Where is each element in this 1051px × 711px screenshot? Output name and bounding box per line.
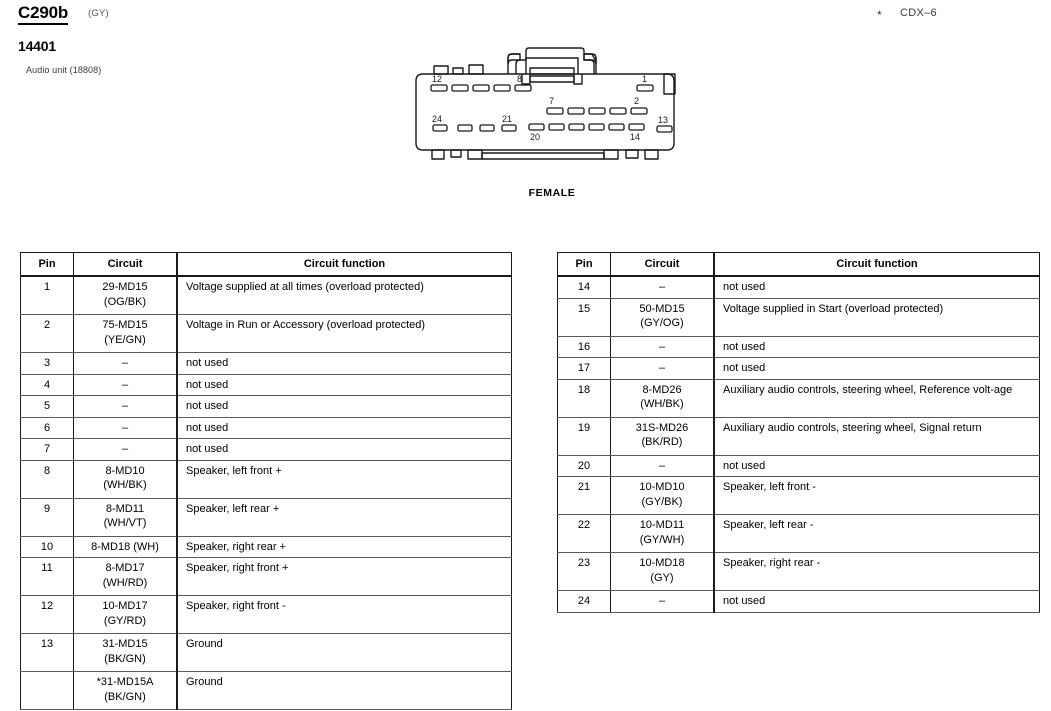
cell-function [714,336,1040,358]
circuit-code: – [121,357,129,369]
circuit-code: – [658,340,666,353]
pin-label-21: 21 [502,114,513,124]
circuit-function-text: Voltage in Run or Accessory (overload protected) [186,319,426,331]
pin-number: 13 [40,638,54,650]
pin-number: 12 [40,600,54,612]
cell-circuit [74,439,178,461]
pin-number: 17 [577,362,591,374]
circuit-code: 31S-MD26 (BK/RD) [611,418,713,455]
circuit-function-text: Ground [186,638,223,650]
pin-number: 16 [577,340,591,353]
pin-label-24: 24 [432,114,443,124]
circuit-function-text: not used [723,459,766,472]
circuit-code: – [658,281,666,293]
pin-number: 14 [577,281,591,293]
pin-number: 23 [577,557,591,569]
circuit-code: 10-MD10 (GY/BK) [611,477,713,514]
cell-pin [558,477,611,515]
pin-number: 20 [577,459,591,472]
cell-function [177,460,512,498]
cell-pin [21,353,74,375]
cell-circuit [611,553,715,591]
cell-function [714,553,1040,591]
cell-pin [21,315,74,353]
circuit-code: – [658,595,666,607]
cell-function [177,558,512,596]
circuit-code: 10-MD17 (GY/RD) [74,596,176,633]
component-name: Audio unit (18808) [26,65,102,75]
column-header-circuit: Circuit [74,253,178,277]
pin-number [21,672,73,709]
table-row [21,276,512,315]
circuit-code: – [658,459,666,472]
table-row [558,336,1040,358]
circuit-function-text: Speaker, left rear + [186,502,280,515]
cell-pin [21,672,74,710]
table-row [21,439,512,461]
circuit-wire-color: (BK/GN) [104,652,146,665]
circuit-code: *31-MD15A (BK/GN) [74,672,176,709]
cell-function [177,498,512,536]
circuit-code: 8-MD11 (WH/VT) [74,499,176,536]
cell-pin [558,515,611,553]
cell-circuit [74,536,178,558]
connector-gender-label: FEMALE [528,187,576,199]
cell-pin [21,634,74,672]
part-number: 14401 [18,38,56,54]
table-row [21,460,512,498]
circuit-function-text: Speaker, right rear + [186,540,286,553]
table-row [558,298,1040,336]
cell-circuit [74,460,178,498]
circuit-wire-color: (GY/WH) [639,533,685,546]
cavity-slots-row-20-14 [529,124,644,130]
circuit-function-text: Speaker, right rear - [723,557,821,569]
cell-pin [558,591,611,613]
pin-number: 10 [40,540,54,553]
circuit-wire-color: (OG/BK) [103,295,147,308]
circuit-wire-color: (WH/VT) [103,517,147,529]
circuit-function-text: not used [723,340,766,353]
table-row [21,558,512,596]
table-row [558,591,1040,613]
table-row [21,353,512,375]
table-row [21,374,512,396]
circuit-function-text: not used [186,400,229,412]
cavity-slots-row-7-2 [547,108,647,114]
circuit-wire-color: (WH/RD) [102,576,148,589]
cell-circuit [611,379,715,417]
circuit-code: 8-MD17 (WH/RD) [74,558,176,595]
cell-function [177,536,512,558]
pin-number: 9 [43,502,51,515]
cell-function [177,439,512,461]
cell-function [177,374,512,396]
pin-number: 11 [41,562,53,574]
pin-number: 4 [43,378,51,391]
pin-number: 18 [577,383,591,396]
pin-number: 5 [43,400,51,412]
pin-label-2: 2 [634,96,640,106]
pin-number: 7 [43,443,51,455]
cell-function [714,477,1040,515]
cell-pin [21,276,74,315]
cell-function [177,417,512,439]
table-row [558,379,1040,417]
cell-function [714,515,1040,553]
circuit-wire-color: (YE/GN) [104,333,146,346]
circuit-function-text: Auxiliary audio controls, steering wheel, Signal return [723,421,982,434]
table-header-row [21,253,512,277]
cell-circuit [74,417,178,439]
cell-circuit [74,276,178,315]
cell-function [714,591,1040,613]
circuit-code: 10-MD18 (GY) [611,553,713,590]
pin-number: 3 [43,357,51,369]
column-header-pin: Pin [21,253,74,277]
pin-label-12: 12 [432,74,443,84]
table-header-row [558,253,1040,277]
pin-label-8: 8 [517,74,523,84]
cell-function [177,396,512,418]
cell-function [177,315,512,353]
cell-pin [558,455,611,477]
cell-function [714,276,1040,298]
cell-pin [21,596,74,634]
pin-label-1: 1 [642,74,648,84]
cell-circuit [611,417,715,455]
cavity-slots-upper-left [431,85,531,91]
circuit-function-text: not used [186,378,229,391]
cell-function [714,298,1040,336]
pin-number: 22 [577,519,591,531]
column-header-function: Circuit function [714,253,1040,277]
circuit-function-text: not used [186,443,229,455]
circuit-function-text: Auxiliary audio controls, steering wheel, Reference volt-age [723,383,1013,396]
cell-function [177,596,512,634]
cell-circuit [74,498,178,536]
column-header-function: Circuit function [177,253,512,277]
table-row [558,477,1040,515]
cell-circuit [611,358,715,380]
cell-function [177,634,512,672]
connector-color-code: (GY) [88,8,109,19]
circuit-function-text: Speaker, left front + [186,464,282,477]
circuit-function-text: Speaker, left rear - [723,519,814,531]
cell-pin [21,460,74,498]
cell-pin [558,358,611,380]
cell-function [177,276,512,315]
cell-circuit [611,515,715,553]
cell-circuit [611,477,715,515]
circuit-code: 75-MD15 (YE/GN) [74,315,176,352]
cell-circuit [611,298,715,336]
cell-function [177,353,512,375]
circuit-wire-color: (WH/BK) [640,398,684,410]
cell-pin [21,536,74,558]
circuit-function-text: not used [723,595,766,607]
circuit-code: – [658,362,666,374]
cell-circuit [611,455,715,477]
pin-number: 8 [43,464,51,477]
cell-pin [558,553,611,591]
circuit-function-text: not used [723,362,766,374]
table-row [558,417,1040,455]
circuit-function-text: not used [723,281,766,293]
circuit-code: – [121,443,129,455]
cell-circuit [74,672,178,710]
cell-pin [558,276,611,298]
circuit-code: 8-MD18 (WH) [91,540,159,553]
table-row [558,553,1040,591]
cell-circuit [74,558,178,596]
cell-circuit [74,374,178,396]
circuit-function-text: not used [186,357,229,369]
cell-pin [21,439,74,461]
column-header-pin: Pin [558,253,611,277]
table-row [558,358,1040,380]
cell-function [714,455,1040,477]
circuit-code: 31-MD15 (BK/GN) [74,634,176,671]
option-asterisk-icon: * [877,8,882,22]
cell-circuit [74,634,178,672]
pin-number: 6 [43,421,51,434]
cell-circuit [74,396,178,418]
cell-pin [21,498,74,536]
table-row [558,515,1040,553]
cell-pin [558,417,611,455]
cell-pin [558,298,611,336]
cell-circuit [74,353,178,375]
circuit-code: 8-MD26 (WH/BK) [611,380,713,417]
pin-label-20: 20 [530,132,541,142]
circuit-function-text: not used [186,421,229,434]
connector-id: C290b [18,4,68,25]
table-row [21,417,512,439]
circuit-code: – [121,378,129,391]
cell-pin [21,558,74,596]
cell-function [177,672,512,710]
table-row [21,596,512,634]
cell-circuit [611,591,715,613]
pin-label-13: 13 [658,115,669,125]
pin-label-7: 7 [549,96,555,106]
pin-table-left [20,252,512,710]
cell-pin [21,374,74,396]
circuit-wire-color: (GY/BK) [641,495,683,508]
circuit-code: – [121,421,129,434]
pin-table-right [557,252,1040,613]
cell-circuit [74,596,178,634]
cavity-slot-pin-1 [637,85,653,91]
cavity-slots-lower-left [433,125,516,131]
circuit-code: 50-MD15 (GY/OG) [611,299,713,336]
pin-number: 1 [43,281,51,293]
cell-function [714,417,1040,455]
circuit-code: 8-MD10 (WH/BK) [74,461,176,498]
table-row [21,672,512,710]
circuit-function-text: Voltage supplied in Start (overload protected) [723,302,944,315]
circuit-wire-color: (WH/BK) [103,479,147,491]
column-header-circuit: Circuit [611,253,715,277]
table-row [21,498,512,536]
circuit-function-text: Ground [186,676,223,688]
circuit-function-text: Speaker, right front - [186,600,286,612]
circuit-code: 29-MD15 (OG/BK) [74,277,176,314]
circuit-wire-color: (GY) [650,571,674,584]
circuit-wire-color: (GY/OG) [640,317,684,329]
cell-circuit [611,336,715,358]
pin-number: 2 [43,319,51,331]
table-row [21,536,512,558]
cell-circuit [611,276,715,298]
circuit-wire-color: (BK/RD) [641,436,683,448]
table-row [21,315,512,353]
circuit-code: – [121,400,129,412]
connector-outline-svg [412,44,692,169]
cell-pin [21,396,74,418]
table-row [558,276,1040,298]
pin-label-14: 14 [630,132,641,142]
cell-pin [558,336,611,358]
pin-number: 24 [577,595,591,607]
circuit-wire-color: (BK/GN) [104,690,146,703]
pin-number: 15 [577,302,591,315]
circuit-function-text: Speaker, left front - [723,481,816,493]
table-row [558,455,1040,477]
table-row [21,396,512,418]
circuit-wire-color: (GY/RD) [103,614,147,627]
connector-diagram [412,44,692,199]
circuit-code: 10-MD11 (GY/WH) [611,515,713,552]
cavity-slot-pin-13 [657,126,672,132]
option-note-label: CDX–6 [900,7,937,19]
table-row [21,634,512,672]
option-note [877,7,937,22]
circuit-function-text: Voltage supplied at all times (overload protected) [186,281,424,293]
pin-number: 19 [577,421,591,434]
cell-function [714,379,1040,417]
circuit-function-text: Speaker, right front + [186,562,289,574]
pin-number: 21 [577,481,591,493]
cell-pin [21,417,74,439]
cell-circuit [74,315,178,353]
cell-pin [558,379,611,417]
cell-function [714,358,1040,380]
